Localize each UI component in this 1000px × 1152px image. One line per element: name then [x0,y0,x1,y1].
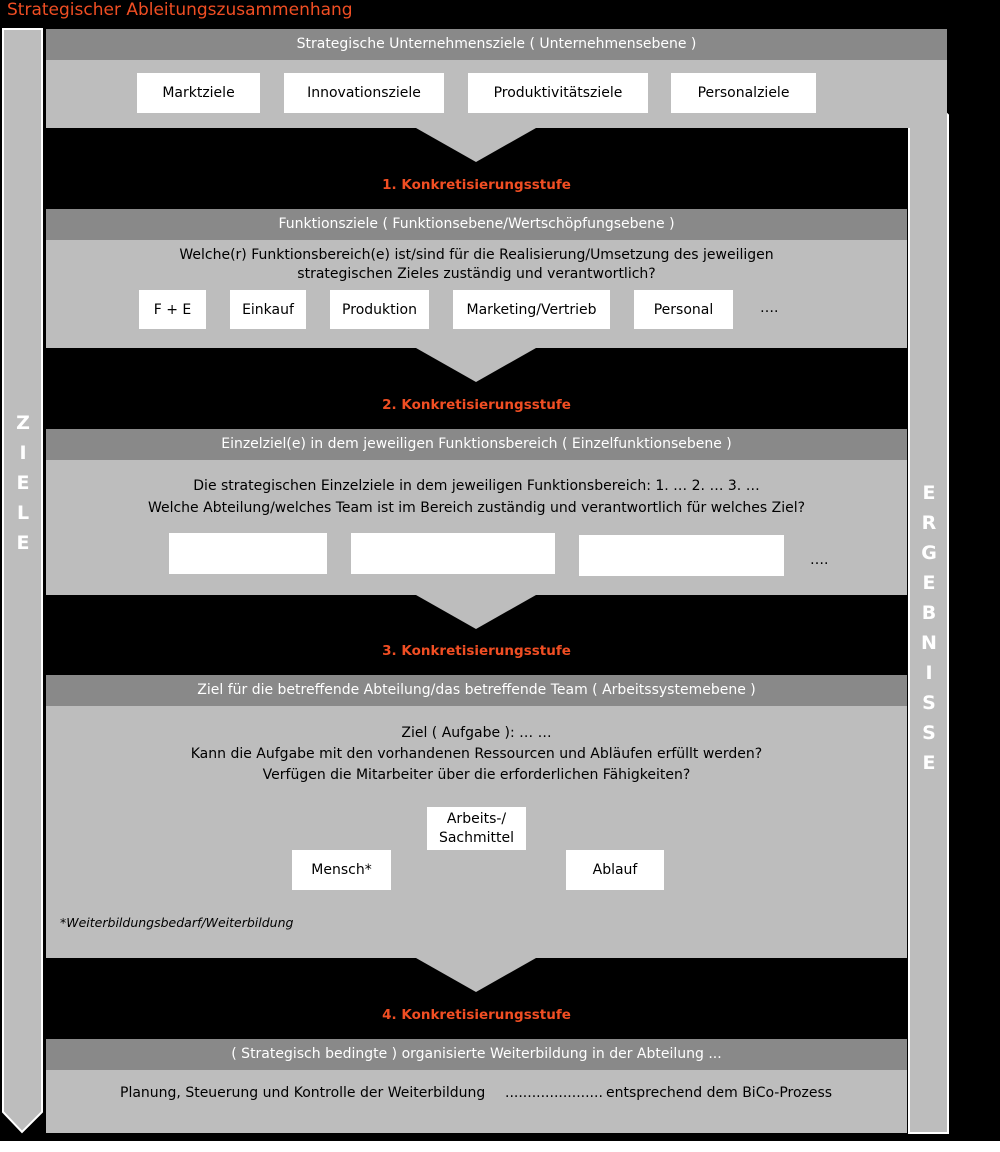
ergebnisse-letter: B [921,602,937,624]
box-ablauf: Ablauf [566,850,664,890]
ergebnisse-letter: I [925,662,933,684]
box-einkauf: Einkauf [230,290,306,329]
level1-question-line1: Welche(r) Funktionsbereich(e) ist/sind für die Realisierung/Umsetzung des jeweiligen [179,247,774,263]
level2-text-line2: Welche Abteilung/welches Team ist im Bereich zuständig und verantwortlich für welches Ziel? [147,500,806,516]
ergebnisse-letter: R [921,512,937,534]
level3-line3: Verfügen die Mitarbeiter über die erforderlichen Fähigkeiten? [262,767,691,783]
ziele-label [8,408,38,558]
level3-line2: Kann die Aufgabe mit den vorhandenen Ressourcen und Abläufen erfüllt werden? [190,746,763,762]
chevron-2 [416,348,536,382]
stage-3-label: 3. Konkretisierungsstufe [382,643,571,659]
ergebnisse-letter: E [922,572,936,594]
box-marketing-vertrieb: Marketing/Vertrieb [453,290,610,329]
box-personal: Personal [634,290,733,329]
box-personalziele: Personalziele [671,73,816,113]
ziele-letter: L [16,502,30,524]
stage-1-label: 1. Konkretisierungsstufe [382,177,571,193]
box-marktziele: Marktziele [137,73,260,113]
level4-left-text: Planung, Steuerung und Kontrolle der Weiterbildung [120,1085,486,1101]
ergebnisse-letter: E [922,482,936,504]
chevron-1 [416,128,536,162]
ziele-letter: E [16,532,30,554]
ziele-letter: Z [16,412,30,434]
ergebnisse-letter: S [922,692,936,714]
level1-more: …. [760,300,779,316]
ergebnisse-letter: N [921,632,937,654]
box-produktion: Produktion [330,290,429,329]
level4-header: ( Strategisch bedingte ) organisierte Weiterbildung in der Abteilung ... [46,1039,907,1070]
chevron-4 [416,958,536,992]
ergebnisse-letter: G [921,542,937,564]
stage-4-label: 4. Konkretisierungsstufe [382,1007,571,1023]
level4-dots: ...................... [505,1085,603,1101]
level2-more: …. [810,552,829,568]
level0-header: Strategische Unternehmensziele ( Unternehmensebene ) [46,29,947,60]
level1-header: Funktionsziele ( Funktionsebene/Wertschöpfungsebene ) [46,209,907,240]
ergebnisse-label [914,478,944,778]
chevron-3 [416,595,536,629]
blank-box-2 [351,533,555,574]
level3-header: Ziel für die betreffende Abteilung/das betreffende Team ( Arbeitssystemebene ) [46,675,907,706]
level1-question-line2: strategischen Zieles zuständig und verantwortlich? [297,266,656,282]
box-arbeits-sachmittel [427,807,526,850]
blank-box-1 [169,533,327,574]
stage-2-label: 2. Konkretisierungsstufe [382,397,571,413]
level4-right-text: entsprechend dem BiCo-Prozess [606,1085,833,1101]
diagram-title: Strategischer Ableitungszusammenhang [7,0,353,20]
ziele-arrow [3,29,42,1132]
box-mensch: Mensch* [292,850,391,890]
box-arbeits-sachmittel-line1: Arbeits-/ [446,810,507,827]
level2-text-line1: Die strategischen Einzelziele in dem jeweiligen Funktionsbereich: 1. … 2. … 3. … [193,478,760,494]
ziele-letter: I [19,442,27,464]
box-innovationsziele: Innovationsziele [284,73,444,113]
box-produktivitaetsziele: Produktivitätsziele [468,73,648,113]
level3-line1: Ziel ( Aufgabe ): … … [401,725,552,741]
ergebnisse-letter: E [922,752,936,774]
box-arbeits-sachmittel-line2: Sachmittel [438,829,515,846]
blank-box-3 [579,535,784,576]
level2-header: Einzelziel(e) in dem jeweiligen Funktionsbereich ( Einzelfunktionsebene ) [46,429,907,460]
ziele-letter: E [16,472,30,494]
level4-band [46,1070,907,1133]
box-fue: F + E [139,290,206,329]
level3-footnote: *Weiterbildungsbedarf/Weiterbildung [60,915,294,930]
ergebnisse-letter: S [922,722,936,744]
